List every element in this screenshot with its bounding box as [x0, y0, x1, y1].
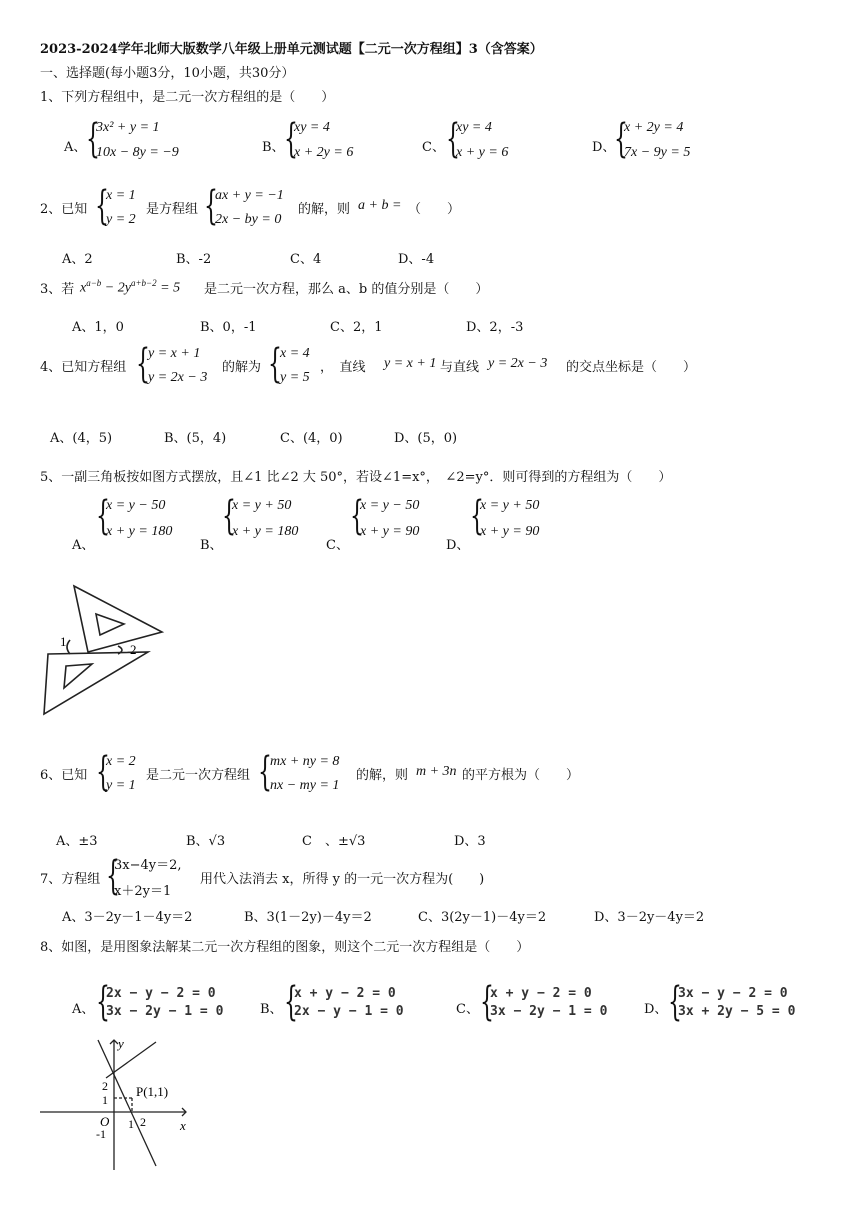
- q3-option-b: B、0，-1: [200, 320, 257, 335]
- q2-eq1: ax + y = −1: [215, 188, 284, 203]
- q5-option-c-eq2: x + y = 90: [360, 524, 420, 539]
- upper-triangle: [74, 586, 162, 652]
- brace-icon: {: [350, 493, 364, 539]
- q1-option-b-label: B、: [262, 140, 285, 155]
- q5-option-b-eq1: x = y + 50: [232, 498, 292, 513]
- coordinate-graph: [36, 1034, 196, 1174]
- q6-eq1: mx + ny = 8: [270, 754, 340, 769]
- brace-icon: {: [96, 979, 110, 1025]
- q2-expr: a + b =: [358, 198, 402, 213]
- q8-option-d-eq2: 3x + 2y − 5 = 0: [678, 1004, 796, 1019]
- tick-x-2: 2: [140, 1115, 146, 1129]
- q8-option-c-eq1: x + y − 2 = 0: [490, 986, 592, 1001]
- q8-stem: 8、如图，是用图象法解某二元一次方程组的图象，则这个二元一次方程组是（ ）: [40, 940, 530, 955]
- q3-option-a: A、1，0: [72, 320, 124, 335]
- angle-1-label: 1: [60, 634, 67, 649]
- q2-suffix: 的解，则: [298, 202, 351, 217]
- q5-option-a-label: A、: [72, 538, 95, 553]
- q2-option-b: B、-2: [176, 252, 212, 267]
- q1-option-a-label: A、: [64, 140, 87, 155]
- x-axis-label: x: [180, 1118, 186, 1133]
- q1-option-d-eq2: 7x − 9y = 5: [624, 145, 691, 160]
- q4-tail3: 的交点坐标是（ ）: [566, 360, 697, 375]
- q2-eq2: 2x − by = 0: [215, 212, 282, 227]
- angle-1-arc: [67, 640, 70, 654]
- q5-option-c-label: C、: [326, 538, 349, 553]
- q4-tail2: 与直线: [440, 360, 480, 375]
- q8-option-d-eq1: 3x − y − 2 = 0: [678, 986, 788, 1001]
- q8-option-b-eq2: 2x − y − 1 = 0: [294, 1004, 404, 1019]
- q1-option-a-eq2: 10x − 8y = −9: [96, 145, 179, 160]
- q3-option-d: D、2，-3: [466, 320, 524, 335]
- q8-option-c-label: C、: [456, 1002, 479, 1017]
- brace-icon: {: [284, 116, 298, 162]
- brace-icon: {: [106, 853, 120, 899]
- origin-label: O: [100, 1114, 110, 1129]
- q8-option-b-label: B、: [260, 1002, 283, 1017]
- q7-prefix: 7、方程组: [40, 872, 101, 887]
- y-axis-label: y: [118, 1036, 124, 1051]
- angle-2-label: 2: [130, 642, 137, 657]
- brace-icon: {: [222, 493, 236, 539]
- q4-option-d: D、(5，0): [394, 431, 458, 446]
- brace-icon: {: [204, 183, 218, 229]
- brace-icon: {: [258, 749, 272, 795]
- q3-prefix: 3、若: [40, 282, 75, 297]
- q6-eq2: nx − my = 1: [270, 778, 340, 793]
- q4-prefix: 4、已知方程组: [40, 360, 127, 375]
- q7-option-d: D、3－2y－4y＝2: [594, 910, 705, 925]
- q6-sol-y: y = 1: [106, 778, 136, 793]
- q4-option-c: C、(4，0): [280, 431, 343, 446]
- q2-option-a: A、2: [62, 252, 93, 267]
- q1-option-b-eq2: x + 2y = 6: [294, 145, 354, 160]
- q1-option-c-label: C、: [422, 140, 445, 155]
- q2-sol-x: x = 1: [106, 188, 136, 203]
- q8-option-a-eq2: 3x − 2y − 1 = 0: [106, 1004, 224, 1019]
- q1-stem: 1、下列方程组中，是二元一次方程组的是（ ）: [40, 90, 335, 105]
- q3-expr: $x^{a-b} - 2y^{a+b-2} = 5$: [80, 278, 181, 296]
- q1-option-c-eq1: xy = 4: [456, 120, 492, 135]
- q5-option-d-label: D、: [446, 538, 470, 553]
- q5-option-d-eq2: x + y = 90: [480, 524, 540, 539]
- tick-y-1: 1: [102, 1093, 108, 1107]
- q1-option-d-label: D、: [592, 140, 616, 155]
- brace-icon: {: [668, 979, 682, 1025]
- q4-mid: 的解为: [222, 360, 262, 375]
- brace-icon: {: [96, 493, 110, 539]
- q4-line1: y = x + 1: [384, 356, 437, 371]
- q5-option-b-eq2: x + y = 180: [232, 524, 299, 539]
- q7-eq1: 3x−4y＝2,: [114, 858, 182, 873]
- q4-eq2: y = 2x − 3: [148, 370, 208, 385]
- q4-line2: y = 2x − 3: [488, 356, 548, 371]
- q6-expr: m + 3n: [416, 764, 457, 779]
- q8-option-b-eq1: x + y − 2 = 0: [294, 986, 396, 1001]
- brace-icon: {: [446, 116, 460, 162]
- upper-triangle-hole: [96, 614, 124, 635]
- q6-sol-x: x = 2: [106, 754, 136, 769]
- q8-option-d-label: D、: [644, 1002, 668, 1017]
- q1-option-b-eq1: xy = 4: [294, 120, 330, 135]
- q4-eq1: y = x + 1: [148, 346, 201, 361]
- lower-triangle-hole: [64, 664, 92, 688]
- tick-y-minus-1: -1: [96, 1127, 106, 1141]
- q6-option-b: B、√3: [186, 834, 226, 849]
- brace-icon: {: [614, 116, 628, 162]
- q3-option-c: C、2，1: [330, 320, 383, 335]
- q8-option-a-label: A、: [72, 1002, 95, 1017]
- q5-option-a-eq2: x + y = 180: [106, 524, 173, 539]
- q2-sol-y: y = 2: [106, 212, 136, 227]
- q6-option-a: A、±3: [56, 834, 98, 849]
- q7-option-a: A、3－2y－1－4y＝2: [62, 910, 193, 925]
- lower-triangle: [44, 652, 148, 714]
- brace-icon: {: [470, 493, 484, 539]
- q3-suffix: 是二元一次方程，那么 a、b 的值分别是（ ）: [204, 282, 489, 297]
- q6-suffix: 的解，则: [356, 768, 409, 783]
- triangles-figure: [36, 580, 168, 720]
- q2-prefix: 2、已知: [40, 202, 88, 217]
- q2-option-c: C、4: [290, 252, 322, 267]
- q1-option-c-eq2: x + y = 6: [456, 145, 509, 160]
- q4-option-a: A、(4，5): [50, 431, 113, 446]
- q5-option-b-label: B、: [200, 538, 223, 553]
- q8-option-a-eq1: 2x − y − 2 = 0: [106, 986, 216, 1001]
- point-label: P(1,1): [136, 1084, 169, 1099]
- brace-icon: {: [136, 341, 150, 387]
- q7-option-c: C、3(2y－1)－4y＝2: [418, 910, 547, 925]
- q7-suffix: 用代入法消去 x，所得 y 的一元一次方程为( ): [200, 872, 485, 887]
- q1-option-a-eq1: 3x² + y = 1: [96, 120, 160, 135]
- q2-mid: 是方程组: [146, 202, 199, 217]
- q8-option-c-eq2: 3x − 2y − 1 = 0: [490, 1004, 608, 1019]
- q5-option-d-eq1: x = y + 50: [480, 498, 540, 513]
- q5-stem: 5、一副三角板按如图方式摆放，且∠1 比∠2 大 50°，若设∠1=x°， ∠2=y°．则可得到的方程组为（ ）: [40, 470, 672, 485]
- q4-sol-x: x = 4: [280, 346, 310, 361]
- q4-tail1: ， 直线: [320, 360, 366, 375]
- brace-icon: {: [95, 183, 109, 229]
- q6-option-d: D、3: [454, 834, 486, 849]
- q7-eq2: x＋2y＝1: [114, 884, 172, 899]
- q6-mid: 是二元一次方程组: [146, 768, 251, 783]
- brace-icon: {: [268, 341, 282, 387]
- brace-icon: {: [86, 116, 100, 162]
- q1-option-d-eq1: x + 2y = 4: [624, 120, 684, 135]
- page-title: 2023-2024学年北师大版数学八年级上册单元测试题【二元一次方程组】3（含答案）: [40, 42, 543, 57]
- q6-tail: 的平方根为（ ）: [462, 768, 580, 783]
- tick-x-1: 1: [128, 1117, 134, 1131]
- q5-option-c-eq1: x = y − 50: [360, 498, 420, 513]
- q6-option-c: C 、±√3: [302, 834, 366, 849]
- q4-sol-y: y = 5: [280, 370, 310, 385]
- q2-blank: （ ）: [408, 202, 461, 217]
- section-heading: 一、选择题(每小题3分，10小题，共30分）: [40, 66, 295, 81]
- brace-icon: {: [284, 979, 298, 1025]
- brace-icon: {: [96, 749, 110, 795]
- q7-option-b: B、3(1－2y)－4y＝2: [244, 910, 372, 925]
- q6-prefix: 6、已知: [40, 768, 88, 783]
- tick-y-2: 2: [102, 1079, 108, 1093]
- q5-option-a-eq1: x = y − 50: [106, 498, 166, 513]
- brace-icon: {: [480, 979, 494, 1025]
- q2-option-d: D、-4: [398, 252, 435, 267]
- q4-option-b: B、(5，4): [164, 431, 227, 446]
